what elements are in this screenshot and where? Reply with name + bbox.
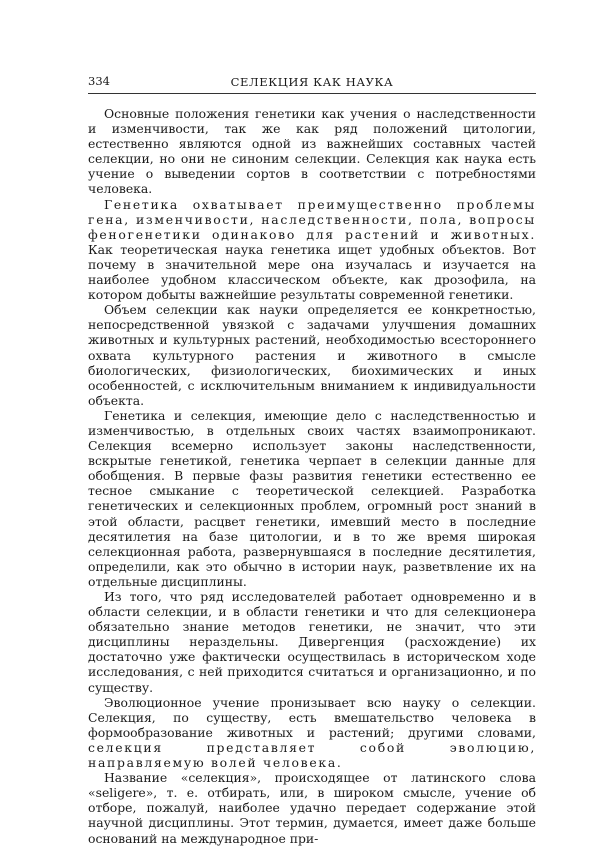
spaced-emphasis-2: селекция представляет собой эволюцию, направляемую волей человека. bbox=[88, 739, 536, 771]
running-title: СЕЛЕКЦИЯ КАК НАУКА bbox=[230, 75, 394, 89]
paragraph-2-rest: Как теоретическая наука генетика ищет удобных объектов. Вот почему в значительной мере она изучалась и изучается на наиболее удобном классическом объекте, как дрозофила, на котором добыты важнейшие результаты современной генетики. bbox=[88, 241, 536, 303]
paragraph-1: Основные положения генетики как учения о наследственности и изменчивости, так же как ряд положений цитологии, естественно являются одной из важнейших составных частей селекции, но они не синоним селекции. Селекция как наука есть учение о выведении сортов в соответствии с потребностями человека. bbox=[88, 106, 536, 197]
paragraph-4: Генетика и селекция, имеющие дело с наследственностью и изменчивостью, в отдельных своих частях взаимопроникают. Селекция всемерно использует законы наследственности, вскрытые генетикой, генетика черпает в селекции данные для обобщения. В первые фазы развития генетики естественно ее тесное смыкание с теоретической селекцией. Разработка генетических и селекционных проблем, огромный рост знаний в этой области, расцвет генетики, имевший место в последние десятилетия на базе цитологии, и в то же время широкая селекционная работа, развернувшаяся в последние десятилетия, определили, как это обычно в истории наук, разветвление их на отдельные дисциплины. bbox=[88, 407, 536, 589]
paragraph-6 bbox=[88, 695, 536, 770]
paragraph-5: Из того, что ряд исследователей работает одновременно и в области селекции, и в области генетики и что для селекционера обязательно знание методов генетики, не значит, что эти дисциплины нераздельны. Дивергенция (расхождение) их достаточно уже фактически осуществилась в историческом ходе исследования, с ней приходится считаться и организационно, и по существу. bbox=[88, 589, 536, 695]
body-text bbox=[88, 106, 536, 846]
paragraph-6-start: Эволюционное учение пронизывает всю науку о селекции. Селекция, по существу, есть вмешательство человека в формообразование животных и растений; другими словами, bbox=[88, 694, 536, 740]
header-rule bbox=[88, 93, 536, 94]
page-number: 334 bbox=[88, 74, 110, 88]
spaced-emphasis-1: Генетика охватывает преимущественно проблемы гена, изменчивости, наследственности, пола, вопросы феногенетики одинаково для растений и животных. bbox=[88, 196, 536, 242]
page-header bbox=[88, 74, 536, 90]
paragraph-7: Название «селекция», происходящее от латинского слова «seligere», т. е. отбирать, или, в широком смысле, учение об отборе, пожалуй, наиболее удачно передает содержание этой научной дисциплины. Этот термин, думается, имеет даже больше оснований на международное при- bbox=[88, 770, 536, 846]
paragraph-2 bbox=[88, 197, 536, 303]
paragraph-3: Объем селекции как науки определяется ее конкретностью, непосредственной увязкой с задачами улучшения домашних животных и культурных растений, необходимостью всестороннего охвата культурного растения и животного в смысле биологических, физиологических, биохимических и иных особенностей, с исключительным вниманием к индивидуальности объекта. bbox=[88, 302, 536, 408]
